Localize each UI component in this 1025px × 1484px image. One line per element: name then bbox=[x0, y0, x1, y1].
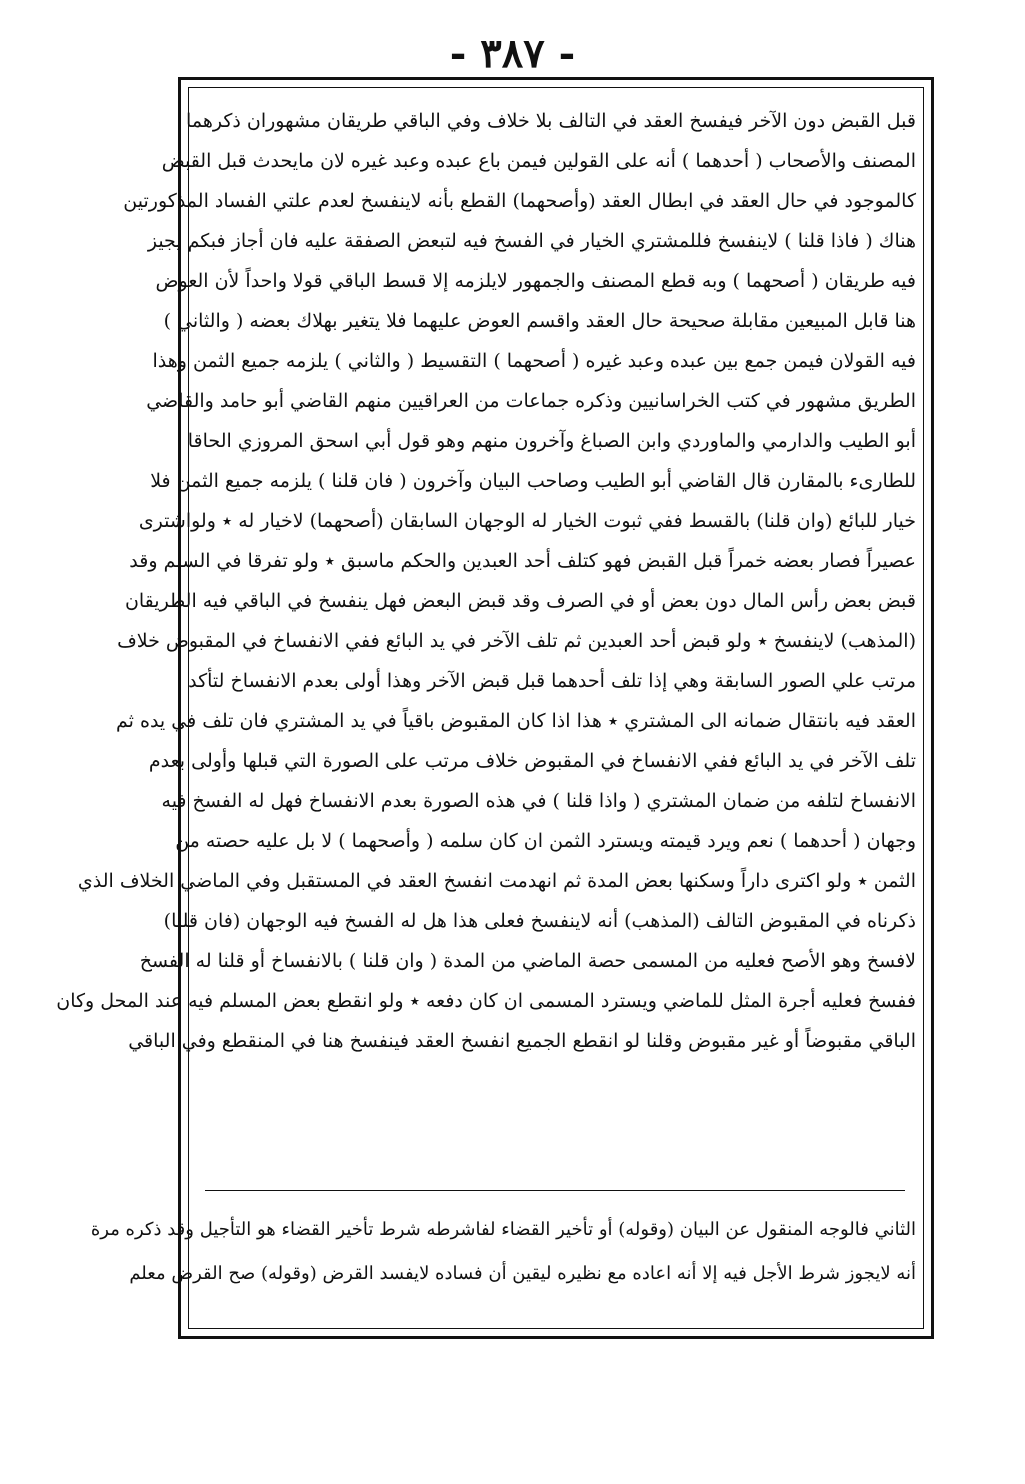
text-line: ذكرناه في المقبوض التالف (المذهب) أنه لاينفسخ فعلى هذا هل له الفسخ فيه الوجهان (فان قلنا) bbox=[163, 910, 916, 932]
text-line: الانفساخ لتلفه من ضمان المشتري ( واذا قلنا ) في هذه الصورة بعدم الانفساخ فهل له الفسخ فيه bbox=[161, 790, 916, 812]
text-line: الثمن ٭ ولو اكترى داراً وسكنها بعض المدة ثم انهدمت انفسخ العقد في المستقبل وفي الماضي الخلاف الذي bbox=[77, 870, 916, 892]
text-line: لافسخ وهو الأصح فعليه من المسمى حصة الماضي من المدة ( وان قلنا ) بالانفساخ أو قلنا له الفسخ bbox=[139, 950, 916, 972]
text-line: خيار للبائع (وان قلنا) بالقسط ففي ثبوت الخيار له الوجهان السابقان (أصحهما) لاخيار له ٭ ولواشترى bbox=[138, 510, 916, 532]
text-line: كالموجود في حال العقد في ابطال العقد (وأصحهما) القطع بأنه لاينفسخ لعدم علتي الفساد المذكورتين bbox=[123, 190, 916, 212]
footnote-block bbox=[90, 1208, 916, 1296]
text-line: فيه القولان فيمن جمع بين عبده وعبد غيره ( أصحهما ) التقسيط ( والثاني ) يلزمه جميع الثمن وهذا bbox=[152, 350, 916, 372]
page-number: - ٣٨٧ - bbox=[449, 30, 576, 77]
text-line: قبض بعض رأس المال دون بعض أو في الصرف وقد قبض البعض فهل ينفسخ في الباقي فيه الطريقان bbox=[124, 590, 916, 612]
text-line: العقد فيه بانتقال ضمانه الى المشتري ٭ هذا اذا كان المقبوض باقياً في يد المشتري فان تلف في يده ثم bbox=[116, 710, 916, 732]
text-line: هناك ( فاذا قلنا ) لاينفسخ فللمشتري الخيار في الفسخ فيه لتبعض الصفقة عليه فان أجاز فبكم يجيز bbox=[147, 230, 916, 252]
main-text-block bbox=[56, 101, 916, 1061]
text-line: (المذهب) لاينفسخ ٭ ولو قبض أحد العبدين ثم تلف الآخر في يد البائع ففي الانفساخ في المقبوض خلاف bbox=[117, 630, 916, 652]
text-line: تلف الآخر في يد البائع ففي الانفساخ في المقبوض خلاف مرتب على الصورة التي قبلها وأولى بعدم bbox=[148, 750, 916, 772]
footnote-line: أنه لايجوز شرط الأجل فيه إلا أنه اعاده مع نظيره ليقين أن فساده لايفسد القرض (وقوله) صح القرض معلم bbox=[129, 1263, 916, 1284]
text-line: عصيراً فصار بعضه خمراً قبل القبض فهو كتلف أحد العبدين والحكم ماسبق ٭ ولو تفرقا في السلم وقد bbox=[129, 550, 916, 572]
footnote-divider bbox=[205, 1190, 905, 1191]
text-line: فيه طريقان ( أصحهما ) وبه قطع المصنف والجمهور لايلزمه إلا قسط الباقي قولا واحداً لأن العوض bbox=[155, 270, 916, 292]
text-line: وجهان ( أحدهما ) نعم ويرد قيمته ويسترد الثمن ان كان سلمه ( وأصحهما ) لا بل عليه حصته من bbox=[175, 830, 916, 852]
text-line: ففسخ فعليه أجرة المثل للماضي ويسترد المسمى ان كان دفعه ٭ ولو انقطع بعض المسلم فيه عند المحل وكان bbox=[56, 990, 916, 1012]
text-line: المصنف والأصحاب ( أحدهما ) أنه على القولين فيمن باع عبده وعبد غيره لان مايحدث قبل القبض bbox=[161, 150, 916, 172]
text-line: الباقي مقبوضاً أو غير مقبوض وقلنا لو انقطع الجميع انفسخ العقد فينفسخ هنا في المنقطع وفي الباقي bbox=[128, 1030, 916, 1052]
footnote-line: الثاني فالوجه المنقول عن البيان (وقوله) أو تأخير القضاء لفاشرطه شرط تأخير القضاء هو التأجيل وقد ذكره مرة bbox=[90, 1219, 916, 1240]
text-line: الطريق مشهور في كتب الخراسانيين وذكره جماعات من العراقيين منهم القاضي أبو حامد والقاضي bbox=[146, 390, 916, 412]
text-line: أبو الطيب والدارمي والماوردي وابن الصباغ وآخرون منهم وهو قول أبي اسحق المروزي الحاقا bbox=[187, 430, 916, 452]
text-line: قبل القبض دون الآخر فيفسخ العقد في التالف بلا خلاف وفي الباقي طريقان مشهوران ذكرهما bbox=[186, 110, 916, 132]
text-line: للطارىء بالمقارن قال القاضي أبو الطيب وصاحب البيان وآخرون ( فان قلنا ) يلزمه جميع الثمن فلا bbox=[150, 470, 916, 492]
text-line: مرتب علي الصور السابقة وهي إذا تلف أحدهما قبل قبض الآخر وهذا أولى بعدم الانفساخ لتأكد bbox=[188, 670, 916, 692]
text-line: هنا قابل المبيعين مقابلة صحيحة حال العقد واقسم العوض عليهما فلا يتغير بهلاك بعضه ( والثاني ) bbox=[163, 310, 916, 332]
